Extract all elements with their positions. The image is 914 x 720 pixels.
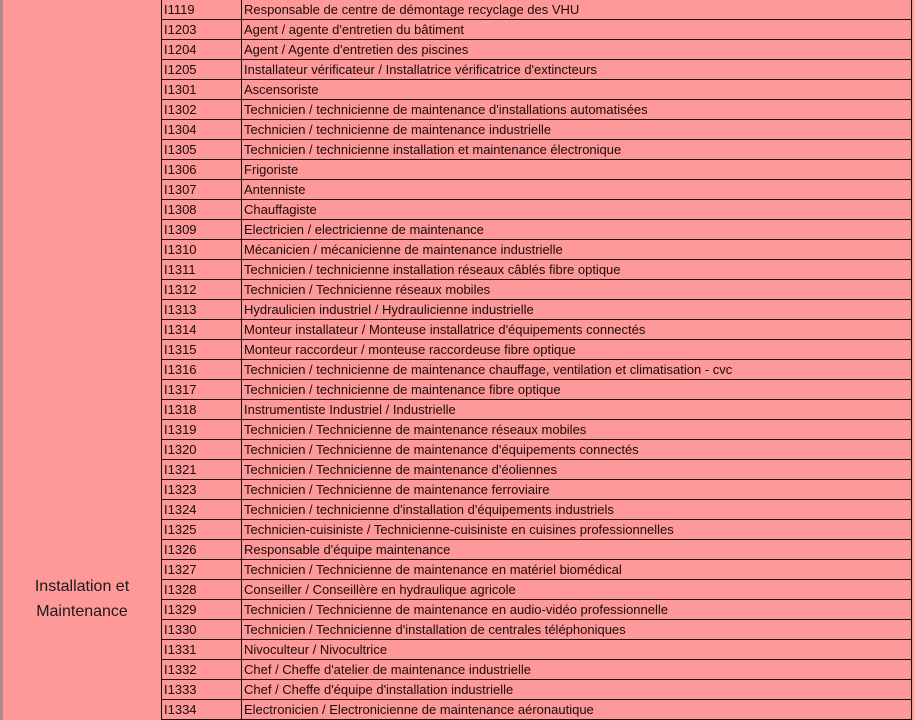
table-row [162,520,912,540]
table-row [162,140,912,160]
table-row [162,240,912,260]
job-code-cell[interactable]: I1310 [162,240,242,260]
job-code-cell[interactable]: I1312 [162,280,242,300]
table-row [162,300,912,320]
job-label-cell[interactable]: Technicien / technicienne installation réseaux câblés fibre optique [242,260,912,280]
job-code-cell[interactable]: I1324 [162,500,242,520]
job-label-cell[interactable]: Installateur vérificateur / Installatrice vérificatrice d'extincteurs [242,60,912,80]
table-row [162,280,912,300]
job-label-cell[interactable]: Technicien / technicienne de maintenance d'installations automatisées [242,100,912,120]
table-row [162,480,912,500]
category-label-line-2: Maintenance [36,603,128,620]
job-label-cell[interactable]: Technicien-cuisiniste / Technicienne-cuisiniste en cuisines professionnelles [242,520,912,540]
job-label-cell[interactable]: Chef / Cheffe d'équipe d'installation industrielle [242,680,912,700]
table-row [162,360,912,380]
table-row [162,700,912,720]
table-row [162,320,912,340]
table-row [162,640,912,660]
job-label-cell[interactable]: Instrumentiste Industriel / Industrielle [242,400,912,420]
job-code-cell[interactable]: I1204 [162,40,242,60]
job-code-cell[interactable]: I1313 [162,300,242,320]
job-label-cell[interactable]: Nivoculteur / Nivocultrice [242,640,912,660]
table-row [162,180,912,200]
job-code-cell[interactable]: I1119 [162,0,242,20]
job-code-cell[interactable]: I1309 [162,220,242,240]
job-label-cell[interactable]: Frigoriste [242,160,912,180]
job-label-cell[interactable]: Mécanicien / mécanicienne de maintenance industrielle [242,240,912,260]
job-code-table [161,0,912,720]
job-label-cell[interactable]: Electronicien / Electronicienne de maintenance aéronautique [242,700,912,720]
job-code-cell[interactable]: I1205 [162,60,242,80]
job-label-cell[interactable]: Technicien / Technicienne de maintenance en matériel biomédical [242,560,912,580]
job-label-cell[interactable]: Technicien / Technicienne de maintenance d'équipements connectés [242,440,912,460]
job-code-cell[interactable]: I1315 [162,340,242,360]
table-row [162,680,912,700]
table-row [162,40,912,60]
job-code-cell[interactable]: I1332 [162,660,242,680]
job-code-cell[interactable]: I1326 [162,540,242,560]
job-label-cell[interactable]: Antenniste [242,180,912,200]
table-row [162,460,912,480]
job-code-cell[interactable]: I1304 [162,120,242,140]
table-row [162,260,912,280]
job-code-cell[interactable]: I1302 [162,100,242,120]
job-label-cell[interactable]: Technicien / technicienne installation et maintenance électronique [242,140,912,160]
table-row [162,400,912,420]
table-row [162,420,912,440]
table-row [162,620,912,640]
job-label-cell[interactable]: Responsable de centre de démontage recyclage des VHU [242,0,912,20]
job-code-cell[interactable]: I1319 [162,420,242,440]
category-label-line-1: Installation et [34,578,130,595]
job-code-cell[interactable]: I1305 [162,140,242,160]
category-cell[interactable] [3,0,161,720]
job-label-cell[interactable]: Electricien / electricienne de maintenance [242,220,912,240]
job-code-cell[interactable]: I1320 [162,440,242,460]
job-code-cell[interactable]: I1308 [162,200,242,220]
job-code-cell[interactable]: I1307 [162,180,242,200]
job-code-cell[interactable]: I1334 [162,700,242,720]
job-code-cell[interactable]: I1321 [162,460,242,480]
job-code-cell[interactable]: I1325 [162,520,242,540]
table-row [162,60,912,80]
job-code-cell[interactable]: I1333 [162,680,242,700]
table-row [162,100,912,120]
table-row [162,120,912,140]
job-label-cell[interactable]: Monteur raccordeur / monteuse raccordeuse fibre optique [242,340,912,360]
job-label-cell[interactable]: Technicien / technicienne de maintenance industrielle [242,120,912,140]
category-label [3,574,161,624]
table-row [162,0,912,20]
job-label-cell[interactable]: Technicien / Technicienne d'installation de centrales téléphoniques [242,620,912,640]
job-label-cell[interactable]: Technicien / Technicienne de maintenance d'éoliennes [242,460,912,480]
job-code-cell[interactable]: I1331 [162,640,242,660]
job-label-cell[interactable]: Technicien / technicienne de maintenance chauffage, ventilation et climatisation - cvc [242,360,912,380]
table-row [162,80,912,100]
job-label-cell[interactable]: Conseiller / Conseillère en hydraulique agricole [242,580,912,600]
job-label-cell[interactable]: Technicien / Technicienne de maintenance réseaux mobiles [242,420,912,440]
table-row [162,660,912,680]
job-code-cell[interactable]: I1317 [162,380,242,400]
job-code-cell[interactable]: I1318 [162,400,242,420]
job-code-cell[interactable]: I1328 [162,580,242,600]
job-label-cell[interactable]: Technicien / Technicienne réseaux mobiles [242,280,912,300]
table-row [162,580,912,600]
job-code-cell[interactable]: I1330 [162,620,242,640]
job-label-cell[interactable]: Technicien / technicienne d'installation d'équipements industriels [242,500,912,520]
table-row [162,500,912,520]
job-label-cell[interactable]: Technicien / Technicienne de maintenance ferroviaire [242,480,912,500]
job-label-cell[interactable]: Agent / Agente d'entretien des piscines [242,40,912,60]
job-code-cell[interactable]: I1327 [162,560,242,580]
table-row [162,20,912,40]
job-code-cell[interactable]: I1329 [162,600,242,620]
job-code-cell[interactable]: I1301 [162,80,242,100]
job-label-cell[interactable]: Technicien / Technicienne de maintenance en audio-vidéo professionnelle [242,600,912,620]
job-label-cell[interactable]: Ascensoriste [242,80,912,100]
job-label-cell[interactable]: Monteur installateur / Monteuse installatrice d'équipements connectés [242,320,912,340]
table-row [162,160,912,180]
table-row [162,380,912,400]
job-code-cell[interactable]: I1311 [162,260,242,280]
table-row [162,440,912,460]
job-code-cell[interactable]: I1306 [162,160,242,180]
table-row [162,600,912,620]
job-code-cell[interactable]: I1316 [162,360,242,380]
job-label-cell[interactable]: Chauffagiste [242,200,912,220]
job-code-cell[interactable]: I1314 [162,320,242,340]
job-code-cell[interactable]: I1323 [162,480,242,500]
table-row [162,200,912,220]
table-row [162,220,912,240]
job-label-cell[interactable]: Agent / agente d'entretien du bâtiment [242,20,912,40]
job-label-cell[interactable]: Chef / Cheffe d'atelier de maintenance industrielle [242,660,912,680]
job-label-cell[interactable]: Technicien / technicienne de maintenance fibre optique [242,380,912,400]
table-row [162,560,912,580]
job-label-cell[interactable]: Responsable d'équipe maintenance [242,540,912,560]
table-row [162,540,912,560]
table-row [162,340,912,360]
job-label-cell[interactable]: Hydraulicien industriel / Hydraulicienne industrielle [242,300,912,320]
job-code-cell[interactable]: I1203 [162,20,242,40]
